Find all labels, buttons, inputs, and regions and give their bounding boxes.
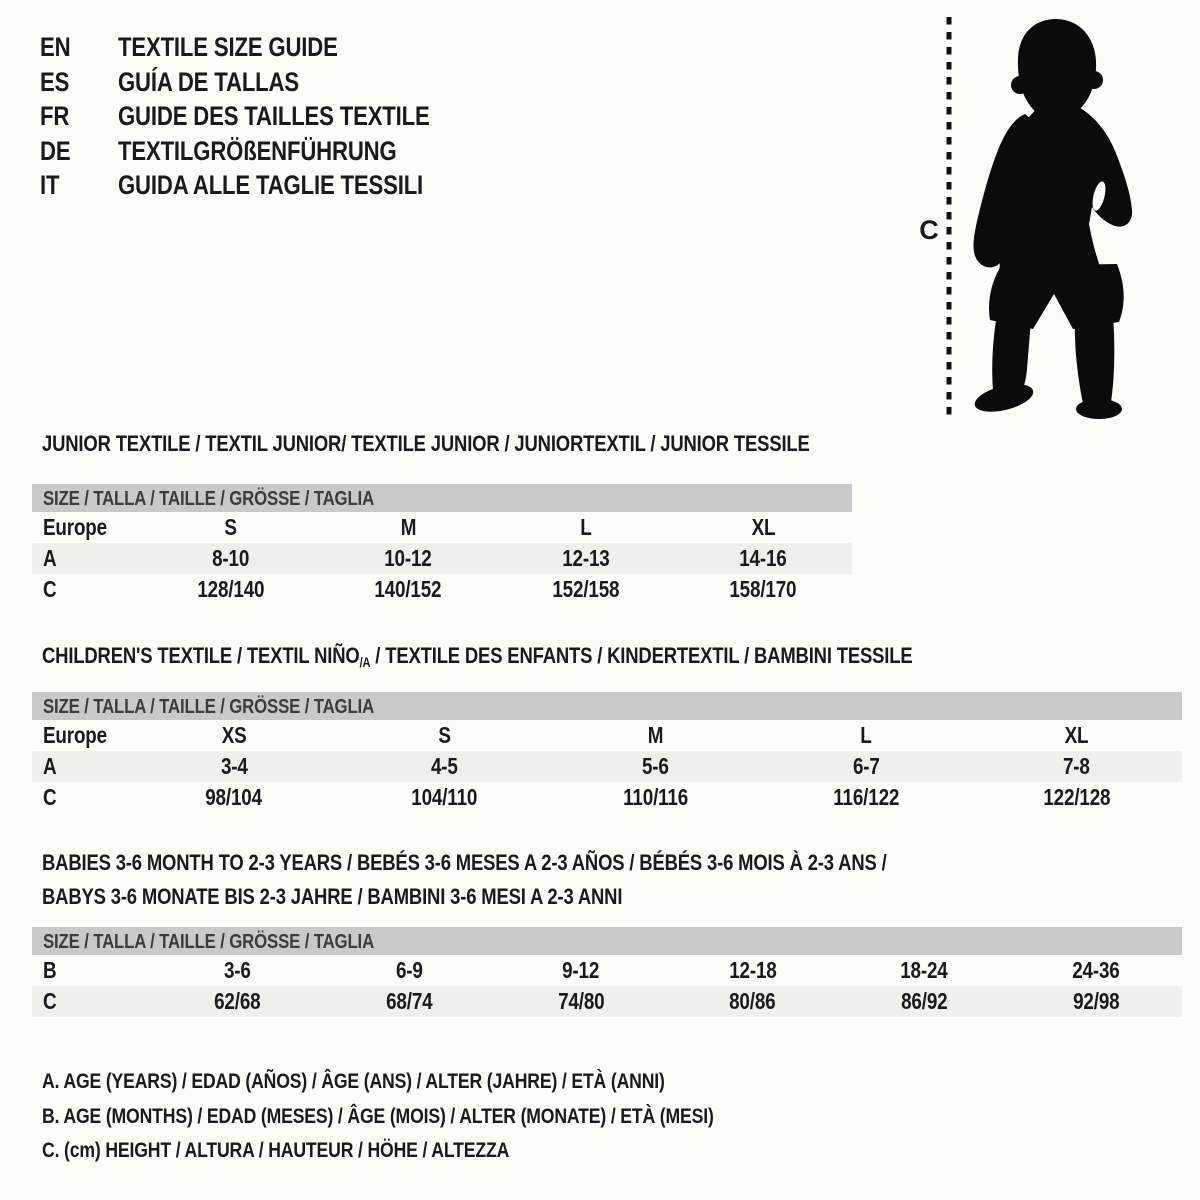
toddler-silhouette (963, 14, 1138, 424)
row-label: C (43, 784, 57, 810)
size-cell: 7-8 (1063, 753, 1090, 779)
size-cell: XL (751, 514, 776, 540)
height-measure-dashed-line (946, 17, 952, 415)
size-cell: M (647, 722, 664, 748)
size-cell: 10-12 (384, 545, 432, 571)
legend-line-a: A. AGE (YEARS) / EDAD (AÑOS) / ÂGE (ANS) / ALTER (JAHRE) / ETÀ (ANNI) (42, 1069, 665, 1093)
size-table-babies (32, 927, 1182, 1017)
section-title-babies-line2: BABYS 3-6 MONATE BIS 2-3 JAHRE / BAMBINI 3-6 MESI A 2-3 ANNI (42, 884, 623, 909)
size-table-junior (32, 484, 852, 605)
size-cell: 3-6 (224, 957, 251, 983)
size-table-children (32, 692, 1182, 813)
size-table-row (32, 720, 1182, 751)
silhouette-leg-left (992, 314, 1031, 394)
size-cell: 3-4 (220, 753, 248, 779)
language-title: GUIDE DES TAILLES TEXTILE (118, 101, 430, 132)
row-label: A (43, 753, 57, 779)
size-cell: 6-9 (395, 957, 423, 983)
size-header-bar: SIZE / TALLA / TAILLE / GRÖSSE / TAGLIA (32, 484, 852, 512)
language-row (40, 99, 498, 134)
language-code: FR (40, 101, 70, 132)
height-measure-label: C (919, 215, 939, 245)
size-cell: 24-36 (1072, 957, 1120, 983)
size-cell: 8-10 (212, 545, 250, 571)
section-title-junior: JUNIOR TEXTILE / TEXTIL JUNIOR/ TEXTILE JUNIOR / JUNIORTEXTIL / JUNIOR TESSILE (42, 431, 810, 456)
silhouette-ear-left (1011, 76, 1029, 94)
size-cell: 86/92 (900, 988, 948, 1014)
size-cell: 18-24 (900, 957, 948, 983)
size-cell: 110/116 (622, 784, 688, 810)
row-label: Europe (43, 722, 107, 748)
size-table-row (32, 543, 852, 574)
size-table-row (32, 782, 1182, 813)
silhouette-ear-right (1085, 71, 1103, 89)
size-cell: 74/80 (557, 988, 605, 1014)
size-cell: 12-18 (728, 957, 777, 983)
row-label: B (43, 957, 57, 983)
size-cell: 104/110 (411, 784, 478, 810)
size-cell: 68/74 (385, 988, 433, 1014)
size-cell: 98/104 (205, 784, 263, 810)
row-label: Europe (43, 514, 107, 540)
language-code: ES (40, 66, 70, 97)
language-code: DE (40, 135, 71, 166)
silhouette-foot-right (1076, 399, 1122, 419)
size-cell: XS (221, 722, 247, 748)
language-code: IT (40, 170, 60, 201)
section-title-babies-line1: BABIES 3-6 MONTH TO 2-3 YEARS / BEBÉS 3-6 MESES A 2-3 AÑOS / BÉBÉS 3-6 MOIS À 2-3 ANS / (42, 850, 887, 875)
size-cell: 12-13 (561, 545, 610, 571)
size-table-row (32, 574, 852, 605)
silhouette-leg-right (1075, 314, 1115, 404)
size-cell: 80/86 (729, 988, 776, 1014)
size-cell: 158/170 (729, 576, 797, 602)
size-cell: 92/98 (1072, 988, 1120, 1014)
size-table-row (32, 512, 852, 543)
size-header-bar: SIZE / TALLA / TAILLE / GRÖSSE / TAGLIA (32, 692, 1182, 720)
size-cell: 5-6 (641, 753, 669, 779)
size-table-row (32, 986, 1182, 1017)
language-title: GUÍA DE TALLAS (118, 66, 299, 97)
size-cell: 14-16 (739, 545, 787, 571)
size-cell: 62/68 (214, 988, 261, 1014)
language-title-list (40, 30, 498, 203)
row-label: A (43, 545, 57, 571)
row-label: C (43, 576, 57, 602)
size-cell: S (438, 722, 451, 748)
legend-line-c: C. (cm) HEIGHT / ALTURA / HAUTEUR / HÖHE / ALTEZZA (42, 1138, 510, 1162)
size-cell: L (860, 722, 872, 748)
size-table-row (32, 955, 1182, 986)
size-cell: XL (1064, 722, 1089, 748)
row-label: C (43, 988, 57, 1014)
language-row (40, 168, 498, 203)
size-header-bar: SIZE / TALLA / TAILLE / GRÖSSE / TAGLIA (32, 927, 1182, 955)
size-table-row (32, 751, 1182, 782)
size-cell: 140/152 (374, 576, 442, 602)
subscript-a: /A (359, 654, 371, 670)
silhouette-head (1018, 19, 1096, 113)
size-cell: 116/122 (832, 784, 899, 810)
size-cell: M (400, 514, 416, 540)
section-title-children: CHILDREN'S TEXTILE / TEXTIL NIÑO/A / TEXTILE DES ENFANTS / KINDERTEXTIL / BAMBINI TESSILE (42, 643, 913, 670)
language-row (40, 65, 498, 100)
size-cell: 152/158 (552, 576, 620, 602)
size-cell: S (224, 514, 237, 540)
language-title: GUIDA ALLE TAGLIE TESSILI (118, 170, 424, 201)
size-cell: L (579, 514, 592, 540)
size-cell: 4-5 (431, 753, 458, 779)
language-title: TEXTILE SIZE GUIDE (118, 32, 338, 62)
legend-line-b: B. AGE (MONTHS) / EDAD (MESES) / ÂGE (MOIS) / ALTER (MONATE) / ETÀ (MESI) (42, 1104, 714, 1128)
language-code: EN (40, 32, 71, 62)
size-cell: 6-7 (852, 753, 880, 779)
language-row (40, 30, 498, 65)
size-cell: 9-12 (562, 957, 600, 983)
size-cell: 122/128 (1043, 784, 1111, 810)
language-title: TEXTILGRÖßENFÜHRUNG (118, 135, 397, 166)
language-row (40, 134, 498, 169)
size-cell: 128/140 (197, 576, 265, 602)
